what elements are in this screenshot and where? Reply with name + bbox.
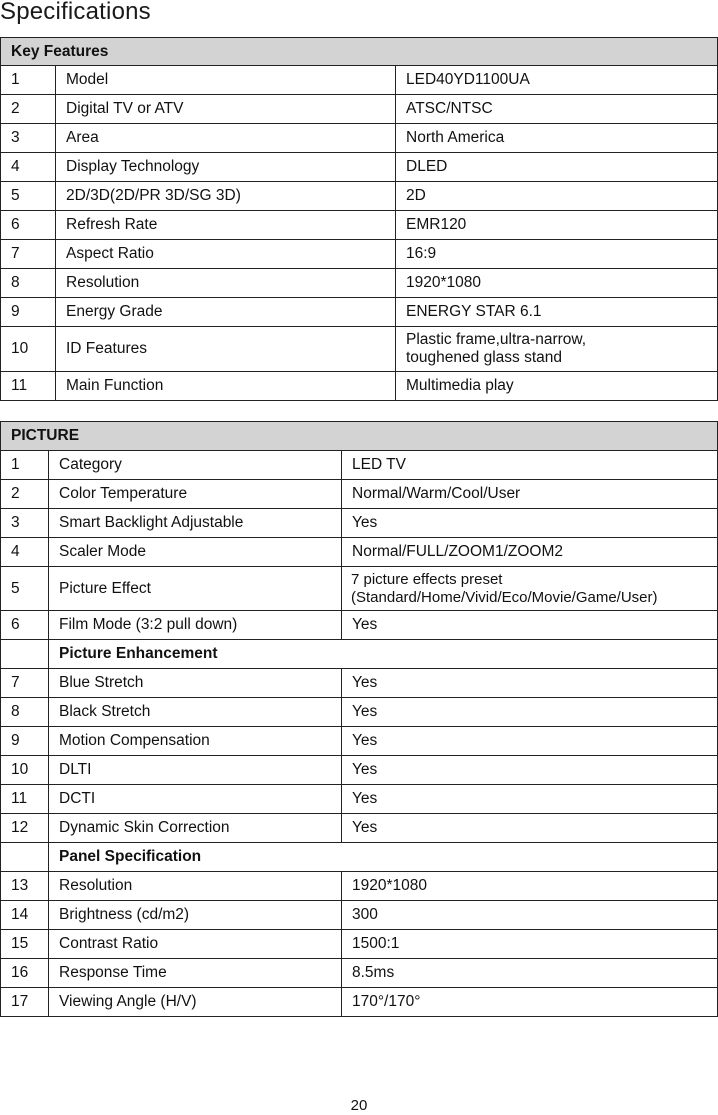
spec-label: Picture Effect	[49, 567, 342, 611]
table-row	[1, 901, 718, 930]
row-number-empty	[1, 640, 49, 669]
key-features-heading: Key Features	[1, 38, 718, 66]
spec-value: 2D	[396, 182, 718, 211]
row-number: 8	[1, 698, 49, 727]
table-row	[1, 298, 718, 327]
row-number: 14	[1, 901, 49, 930]
picture-enhancement-heading-row	[1, 640, 718, 669]
spec-label: Digital TV or ATV	[56, 95, 396, 124]
table-row	[1, 124, 718, 153]
spec-value: Yes	[342, 756, 718, 785]
spec-label: Film Mode (3:2 pull down)	[49, 611, 342, 640]
spec-value: Multimedia play	[396, 372, 718, 401]
spec-label: Scaler Mode	[49, 538, 342, 567]
spec-value	[396, 327, 718, 372]
row-number: 6	[1, 611, 49, 640]
spec-label: Color Temperature	[49, 480, 342, 509]
row-number: 11	[1, 785, 49, 814]
row-number: 5	[1, 567, 49, 611]
table-row	[1, 95, 718, 124]
spec-value: Yes	[342, 727, 718, 756]
picture-heading: PICTURE	[1, 422, 718, 451]
row-number: 5	[1, 182, 56, 211]
spec-value: ATSC/NTSC	[396, 95, 718, 124]
row-number: 9	[1, 727, 49, 756]
spec-value: 1920*1080	[396, 269, 718, 298]
spec-value: North America	[396, 124, 718, 153]
spec-value: Normal/FULL/ZOOM1/ZOOM2	[342, 538, 718, 567]
spec-label: Dynamic Skin Correction	[49, 814, 342, 843]
table-row	[1, 988, 718, 1017]
spec-value: Yes	[342, 698, 718, 727]
table-row	[1, 327, 718, 372]
spec-value: LED TV	[342, 451, 718, 480]
picture-enhancement-heading: Picture Enhancement	[49, 640, 718, 669]
key-features-heading-row	[1, 38, 718, 66]
panel-specification-heading-row	[1, 843, 718, 872]
picture-heading-row	[1, 422, 718, 451]
row-number: 6	[1, 211, 56, 240]
spec-value: Yes	[342, 611, 718, 640]
table-row	[1, 756, 718, 785]
table-row	[1, 240, 718, 269]
row-number: 3	[1, 509, 49, 538]
page-number: 20	[350, 1097, 368, 1114]
row-number: 10	[1, 756, 49, 785]
page-title: Specifications	[0, 0, 151, 25]
spec-value-line: Plastic frame,ultra-narrow,	[406, 331, 587, 348]
table-row	[1, 269, 718, 298]
table-row	[1, 153, 718, 182]
table-row	[1, 698, 718, 727]
spec-value-line: toughened glass stand	[406, 349, 562, 366]
spec-value: ENERGY STAR 6.1	[396, 298, 718, 327]
spec-label: Resolution	[49, 872, 342, 901]
table-row	[1, 872, 718, 901]
spec-label: Brightness (cd/m2)	[49, 901, 342, 930]
spec-value-line: (Standard/Home/Vivid/Eco/Movie/Game/User)	[351, 588, 658, 606]
spec-label: Refresh Rate	[56, 211, 396, 240]
spec-label: DLTI	[49, 756, 342, 785]
row-number: 7	[1, 669, 49, 698]
spec-label: 2D/3D(2D/PR 3D/SG 3D)	[56, 182, 396, 211]
spec-label: Resolution	[56, 269, 396, 298]
table-row	[1, 611, 718, 640]
spec-label: Smart Backlight Adjustable	[49, 509, 342, 538]
table-row	[1, 785, 718, 814]
table-row	[1, 567, 718, 611]
spec-label: DCTI	[49, 785, 342, 814]
spec-label: Energy Grade	[56, 298, 396, 327]
picture-table	[0, 421, 718, 1017]
table-row	[1, 959, 718, 988]
table-row	[1, 182, 718, 211]
row-number: 16	[1, 959, 49, 988]
table-row	[1, 66, 718, 95]
spec-label: Display Technology	[56, 153, 396, 182]
row-number: 7	[1, 240, 56, 269]
spec-value: LED40YD1100UA	[396, 66, 718, 95]
row-number-empty	[1, 843, 49, 872]
row-number: 17	[1, 988, 49, 1017]
spec-label: Aspect Ratio	[56, 240, 396, 269]
spec-value: Yes	[342, 669, 718, 698]
spec-value: 300	[342, 901, 718, 930]
row-number: 4	[1, 153, 56, 182]
spec-label: Blue Stretch	[49, 669, 342, 698]
spec-label: Contrast Ratio	[49, 930, 342, 959]
spec-label: Model	[56, 66, 396, 95]
row-number: 12	[1, 814, 49, 843]
spec-value: EMR120	[396, 211, 718, 240]
table-row	[1, 538, 718, 567]
key-features-table	[0, 37, 718, 401]
spec-value: 1500:1	[342, 930, 718, 959]
panel-specification-heading: Panel Specification	[49, 843, 718, 872]
table-row	[1, 727, 718, 756]
spec-label: ID Features	[56, 327, 396, 372]
table-row	[1, 451, 718, 480]
table-row	[1, 211, 718, 240]
spec-label: Motion Compensation	[49, 727, 342, 756]
row-number: 9	[1, 298, 56, 327]
spec-label: Viewing Angle (H/V)	[49, 988, 342, 1017]
row-number: 13	[1, 872, 49, 901]
spec-label: Response Time	[49, 959, 342, 988]
row-number: 11	[1, 372, 56, 401]
table-row	[1, 814, 718, 843]
spec-value: Yes	[342, 785, 718, 814]
spec-value: 8.5ms	[342, 959, 718, 988]
row-number: 3	[1, 124, 56, 153]
spec-value: DLED	[396, 153, 718, 182]
table-row	[1, 930, 718, 959]
row-number: 1	[1, 451, 49, 480]
row-number: 2	[1, 95, 56, 124]
table-row	[1, 372, 718, 401]
spec-value: 170°/170°	[342, 988, 718, 1017]
row-number: 2	[1, 480, 49, 509]
table-row	[1, 480, 718, 509]
row-number: 8	[1, 269, 56, 298]
spec-value: 16:9	[396, 240, 718, 269]
spec-label: Main Function	[56, 372, 396, 401]
spec-value: Yes	[342, 509, 718, 538]
row-number: 10	[1, 327, 56, 372]
spec-value-line: 7 picture effects preset	[351, 570, 503, 588]
spec-value	[342, 567, 718, 611]
spec-label: Category	[49, 451, 342, 480]
row-number: 4	[1, 538, 49, 567]
spec-value: Normal/Warm/Cool/User	[342, 480, 718, 509]
table-row	[1, 669, 718, 698]
spec-label: Black Stretch	[49, 698, 342, 727]
row-number: 15	[1, 930, 49, 959]
spec-value: Yes	[342, 814, 718, 843]
spec-label: Area	[56, 124, 396, 153]
spec-value: 1920*1080	[342, 872, 718, 901]
row-number: 1	[1, 66, 56, 95]
table-row	[1, 509, 718, 538]
